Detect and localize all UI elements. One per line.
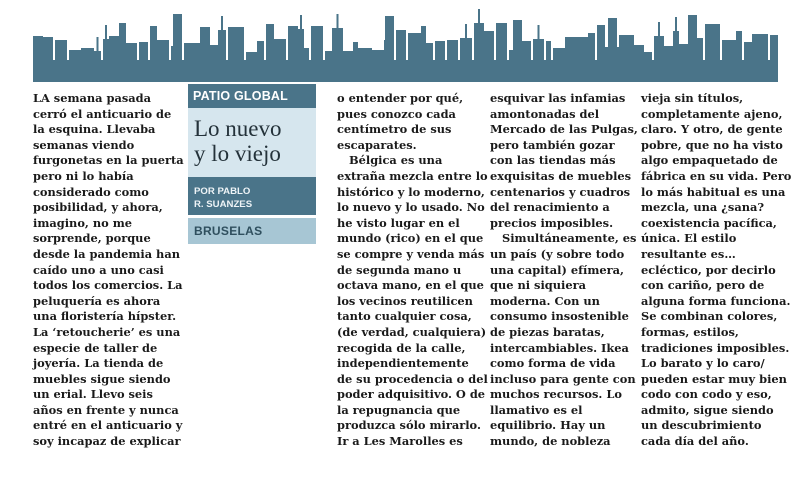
- column-text-line: Simultáneamente, es: [502, 231, 637, 246]
- column-text-line: con las tiendas más: [490, 153, 616, 168]
- column-text-line: o entender por qué,: [337, 91, 464, 105]
- byline-line: R. SUANZES: [194, 199, 253, 210]
- column-text-line: muebles sigue siendo: [33, 371, 171, 386]
- column-text-line: esquivar las infamias: [490, 91, 626, 105]
- column-text-line: tradiciones imposibles.: [641, 340, 790, 355]
- column-text-line: formas, estilos,: [641, 324, 739, 339]
- column-text-line: de segunda mano u: [337, 262, 462, 277]
- column-text-line: escaparates.: [337, 137, 417, 152]
- column-text-line: precios imposibles.: [490, 215, 614, 230]
- column-text-line: amontonadas del: [490, 106, 600, 121]
- column-text-line: posibilidad, y ahora,: [33, 200, 163, 215]
- column-text-line: incluso para gente con: [490, 371, 636, 386]
- column-text-line: años en frente y nunca: [33, 402, 179, 417]
- column-text-line: especie de taller de: [33, 340, 158, 355]
- column-text-line: sorprende, porque: [33, 231, 151, 246]
- column-text-line: exquisitas de muebles: [490, 168, 632, 183]
- byline-line: POR PABLO: [194, 186, 251, 197]
- column-text-line: algo empaquetado de: [641, 153, 778, 168]
- column-text-line: pero también gozar: [490, 137, 615, 152]
- column-text-line: pues conozco cada: [337, 106, 456, 121]
- section-label: PATIO GLOBAL: [188, 84, 316, 108]
- column-text-line: joyería. La tienda de: [33, 356, 164, 371]
- column-text-line: (de verdad, cualquiera): [337, 324, 487, 339]
- column-text-line: como forma de vida: [490, 356, 616, 371]
- column-text-line: pero ni lo había: [33, 168, 134, 183]
- article-header-box: [188, 84, 316, 244]
- column-text-line: semanas viendo: [33, 137, 135, 152]
- byline: [188, 177, 316, 215]
- column-text-line: LA semana pasada: [33, 91, 152, 105]
- column-text-line: Bélgica es una: [349, 153, 443, 168]
- column-text-line: codo con codo y eso,: [641, 387, 772, 402]
- headline-line: y lo viejo: [194, 141, 281, 166]
- column-text-line: he visto lugar en el: [337, 215, 460, 230]
- text-column-4: [641, 91, 792, 450]
- column-text-line: desde la pandemia han: [33, 246, 180, 261]
- column-text-line: centenarios y cuadros: [490, 184, 631, 199]
- column-text-line: poder adquisitivo. O de: [337, 387, 486, 402]
- column-text-line: independientemente: [337, 356, 469, 371]
- column-text-line: admito, sigue siendo: [641, 402, 774, 417]
- column-text-line: intercambiables. Ikea: [490, 340, 629, 355]
- column-text-line: del renacimiento a: [490, 200, 610, 215]
- column-text-line: de su procedencia o del: [337, 371, 488, 386]
- column-text-line: una floristería hípster.: [33, 309, 177, 324]
- column-text-line: considerado como: [33, 184, 149, 199]
- column-text-line: extraña mezcla entre lo: [337, 168, 488, 183]
- column-text-line: cerró el anticuario de: [33, 106, 172, 121]
- column-text-line: produzca sólo mirarlo.: [337, 418, 481, 433]
- column-text-line: resultante es…: [641, 246, 736, 261]
- column-text-line: muchos recursos. Lo: [490, 387, 622, 402]
- column-text-line: los vecinos reutilicen: [337, 293, 473, 308]
- column-text-line: llamativo es el: [490, 402, 583, 417]
- column-text-line: un descubrimiento: [641, 418, 762, 433]
- column-text-line: mundo (rico) en el que: [337, 231, 484, 246]
- column-text-line: La ‘retoucherie’ es una: [33, 324, 181, 339]
- column-text-line: recogida de la calle,: [337, 340, 466, 355]
- column-text-line: con cariño, pero de: [641, 278, 765, 293]
- column-text-line: imagino, no me: [33, 215, 133, 230]
- text-column-1: [33, 91, 183, 450]
- column-text-line: claro. Y otro, de gente: [641, 122, 783, 137]
- column-text-line: un erial. Llevo seis: [33, 387, 153, 402]
- column-text-line: equilibrio. Hay un: [490, 418, 606, 433]
- column-text-line: que ni siquiera: [490, 278, 586, 293]
- column-text-line: se compre y venda más: [337, 246, 485, 261]
- column-text-line: la repugnancia que: [337, 402, 461, 417]
- column-text-line: coexistencia pacífica,: [641, 215, 777, 230]
- column-text-line: cada día del año.: [641, 434, 749, 449]
- column-text-line: alguna forma funciona.: [641, 293, 791, 308]
- column-text-line: de piezas baratas,: [490, 324, 605, 339]
- column-text-line: única. El estilo: [641, 231, 737, 246]
- column-text-line: tanto cualquier cosa,: [337, 309, 472, 324]
- column-text-line: furgonetas en la puerta: [33, 153, 184, 168]
- column-text-line: caído uno a uno casi: [33, 262, 164, 277]
- column-text-line: Mercado de las Pulgas,: [490, 122, 638, 137]
- column-text-line: ecléctico, por decirlo: [641, 262, 776, 277]
- dateline-city: BRUSELAS: [188, 218, 316, 244]
- column-text-line: lo más habitual es una: [641, 184, 786, 199]
- column-text-line: mezcla, una ¿sana?: [641, 200, 765, 215]
- column-text-line: la esquina. Llevaba: [33, 122, 156, 137]
- text-column-3: [490, 91, 638, 450]
- column-text-line: octava mano, en el que: [337, 278, 484, 293]
- column-text-line: vieja sin títulos,: [641, 91, 744, 105]
- column-text-line: peluquería es ahora: [33, 293, 161, 308]
- column-text-line: Se combinan colores,: [641, 309, 778, 324]
- text-column-2: [337, 91, 488, 450]
- column-text-line: una capital) efímera,: [490, 262, 624, 277]
- column-text-line: lo nuevo y lo usado. No: [337, 200, 485, 215]
- column-text-line: Lo barato y lo caro/: [641, 356, 765, 371]
- column-text-line: fábrica en su vida. Pero: [641, 168, 792, 183]
- column-text-line: consumo insostenible: [490, 309, 629, 324]
- column-text-line: soy incapaz de explicar: [33, 434, 181, 449]
- column-text-line: pueden estar muy bien: [641, 371, 787, 386]
- column-text-line: un país (y sobre todo: [490, 246, 625, 261]
- column-text-line: todos los comercios. La: [33, 278, 183, 293]
- column-text-line: histórico y lo moderno,: [337, 184, 485, 199]
- column-text-line: moderna. Con un: [490, 293, 600, 308]
- column-text-line: Ir a Les Marolles es: [337, 434, 463, 449]
- article-headline: [188, 108, 316, 177]
- city-skyline-icon: [33, 8, 778, 82]
- headline-line: Lo nuevo: [194, 116, 282, 141]
- column-text-line: completamente ajeno,: [641, 106, 783, 121]
- column-text-line: pobre, que no ha visto: [641, 137, 783, 152]
- column-text-line: mundo, de nobleza: [490, 434, 611, 449]
- column-text-line: centímetro de sus: [337, 122, 452, 137]
- column-text-line: entré en el anticuario y: [33, 418, 183, 433]
